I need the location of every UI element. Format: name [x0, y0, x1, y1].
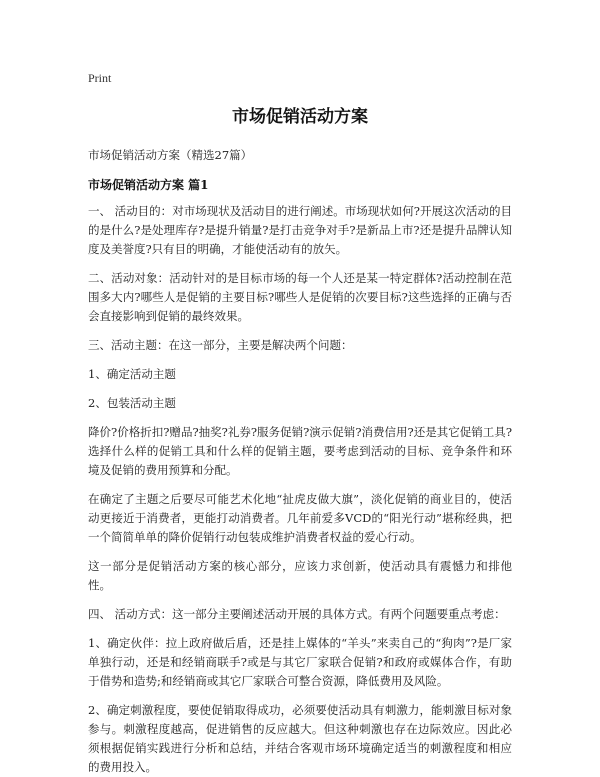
paragraph-promotion-tools: 降价?价格折扣?赠品?抽奖?礼券?服务促销?演示促销?消费信用?还是其它促销工具?选择什么样的促销工具和什么样的促销主题，要考虑到活动的目标、竞争条件和环境及促销的费用预算和分配。: [88, 425, 512, 477]
paragraph-objective: 一、 活动目的：对市场现状及活动目的进行阐述。市场现状如何?开展这次活动的目的是什么?是处理库存?是提升销量?是打击竞争对手?是新品上市?还是提升品牌认知度及美誉度?只有目的明确，才能使活动有的放矢。: [88, 204, 512, 256]
print-label: Print: [88, 71, 112, 85]
paragraph-theme-item-1: 1、确定活动主题: [88, 367, 176, 381]
paragraph-partners: 1、确定伙伴：拉上政府做后盾，还是挂上媒体的“羊头”来卖自己的“狗肉”?是厂家单独行动，还是和经销商联手?或是与其它厂家联合促销?和政府或媒体合作，有助于借势和造势;和经销商或其它厂家联合可整合资源，降低费用及风险。: [88, 636, 512, 688]
paragraph-audience: 二、活动对象：活动针对的是目标市场的每一个人还是某一特定群体?活动控制在范围多大内?哪些人是促销的主要目标?哪些人是促销的次要目标?这些选择的正确与否会直接影响到促销的最终效果。: [88, 271, 512, 323]
paragraph-packaging: 在确定了主题之后要尽可能艺术化地“扯虎皮做大旗”，淡化促销的商业目的，使活动更接近于消费者，更能打动消费者。几年前爱多VCD的“阳光行动”堪称经典，把一个简简单单的降价促销行动包装成维护消费者权益的爱心行动。: [88, 492, 512, 544]
paragraph-stimulus: 2、确定刺激程度，要使促销取得成功，必须要使活动具有刺激力，能刺激目标对象参与。刺激程度越高，促进销售的反应越大。但这种刺激也存在边际效应。因此必须根据促销实践进行分析和总结，并结合客观市场环境确定适当的刺激程度和相应的费用投入。: [88, 703, 512, 774]
paragraph-method: 四、 活动方式：这一部分主要阐述活动开展的具体方式。有两个问题要重点考虑：: [88, 607, 506, 621]
paragraph-core: 这一部分是促销活动方案的核心部分，应该力求创新，使活动具有震憾力和排他性。: [88, 559, 512, 592]
section-heading: 市场促销活动方案 篇1: [88, 178, 209, 192]
page-title: 市场促销活动方案: [232, 107, 368, 127]
paragraph-theme: 三、活动主题：在这一部分，主要是解决两个问题：: [88, 338, 353, 352]
paragraph-theme-item-2: 2、包装活动主题: [88, 396, 176, 410]
document-subtitle: 市场促销活动方案（精选27篇）: [88, 148, 253, 162]
